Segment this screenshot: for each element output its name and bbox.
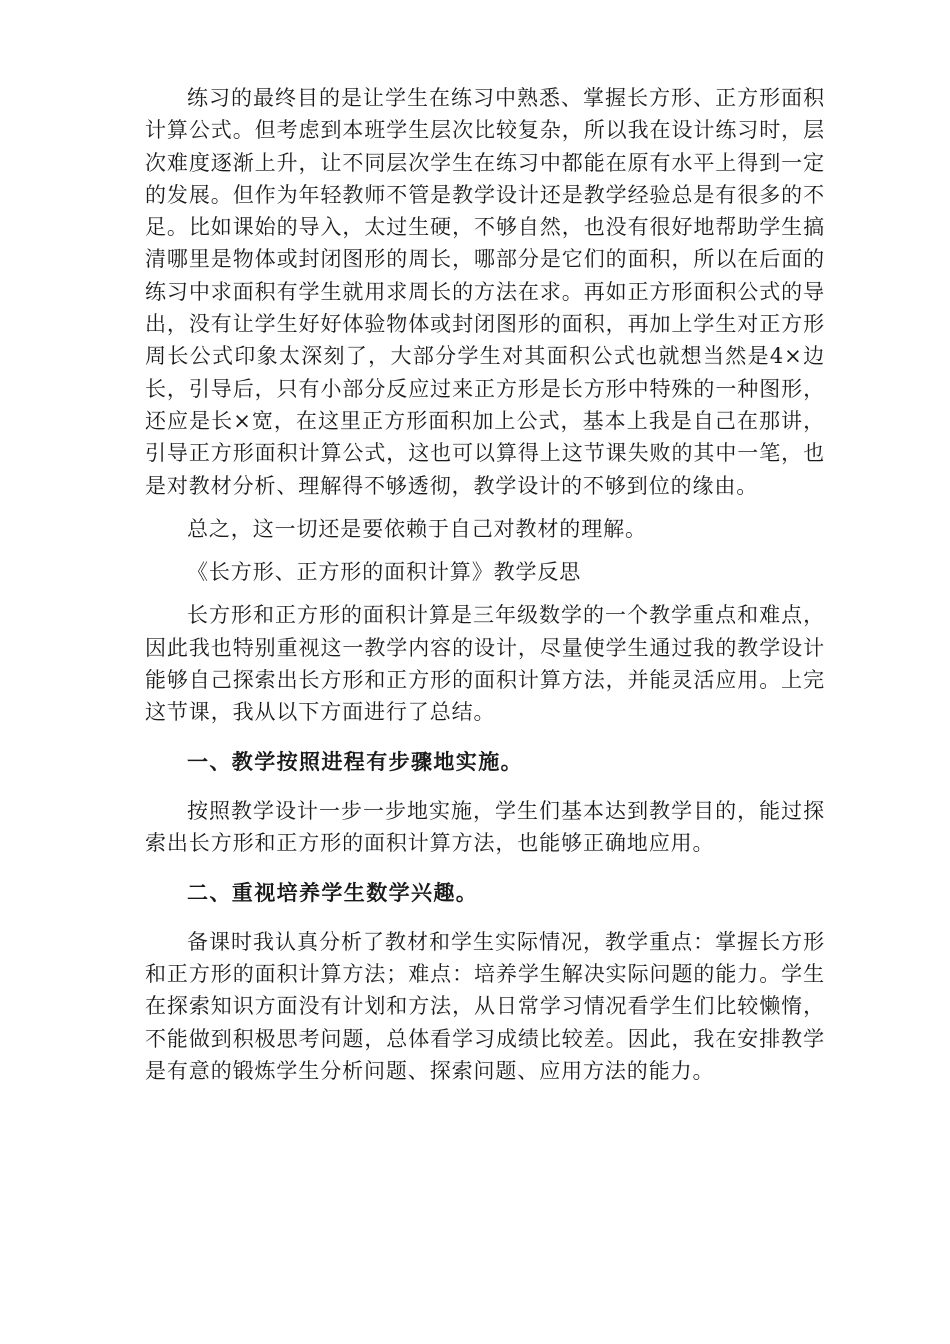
section-heading-2: 二、重视培养学生数学兴趣。	[187, 880, 479, 905]
paragraph-section-2: 备课时我认真分析了教材和学生实际情况，教学重点：掌握长方形和正方形的面积计算方法；难点：培养学生解决实际问题的能力。学生在探索知识方面没有计划和方法，从日常学习情况看学生们比较懒惰，不能做到积极思考问题，总体看学习成绩比较差。因此，我在安排教学是有意的锻炼学生分析问题、探索问题、应用方法的能力。	[145, 929, 825, 1084]
paragraph-section-1: 按照教学设计一步一步地实施，学生们基本达到教学目的，能过探索出长方形和正方形的面积计算方法，也能够正确地应用。	[145, 798, 825, 856]
paragraph-practice-reflection: 练习的最终目的是让学生在练习中熟悉、掌握长方形、正方形面积计算公式。但考虑到本班学生层次比较复杂，所以我在设计练习时，层次难度逐渐上升，让不同层次学生在练习中都能在原有水平上得到一定的发展。但作为年轻教师不管是教学设计还是教学经验总是有很多的不足。比如课始的导入，太过生硬，不够自然，也没有很好地帮助学生搞清哪里是物体或封闭图形的周长，哪部分是它们的面积，所以在后面的练习中求面积有学生就用求周长的方法在求。再如正方形面积公式的导出，没有让学生好好体验物体或封闭图形的面积，再加上学生对正方形周长公式印象太深刻了，大部分学生对其面积公式也就想当然是4×边长，引导后，只有小部分反应过来正方形是长方形中特殊的一种图形，还应是长×宽，在这里正方形面积加上公式，基本上我是自己在那讲，引导正方形面积计算公式，这也可以算得上这节课失败的其中一笔，也是对教材分析、理解得不够透彻，教学设计的不够到位的缘由。	[145, 86, 825, 498]
paragraph-summary: 总之，这一切还是要依赖于自己对教材的理解。	[187, 516, 647, 541]
paragraph-intro: 长方形和正方形的面积计算是三年级数学的一个教学重点和难点，因此我也特别重视这一教学内容的设计，尽量使学生通过我的教学设计能够自己探索出长方形和正方形的面积计算方法，并能灵活应用。上完这节课，我从以下方面进行了总结。	[145, 603, 825, 725]
article-title: 《长方形、正方形的面积计算》教学反思	[187, 560, 582, 585]
section-heading-1: 一、教学按照进程有步骤地实施。	[187, 749, 523, 774]
document-page	[145, 82, 825, 1087]
